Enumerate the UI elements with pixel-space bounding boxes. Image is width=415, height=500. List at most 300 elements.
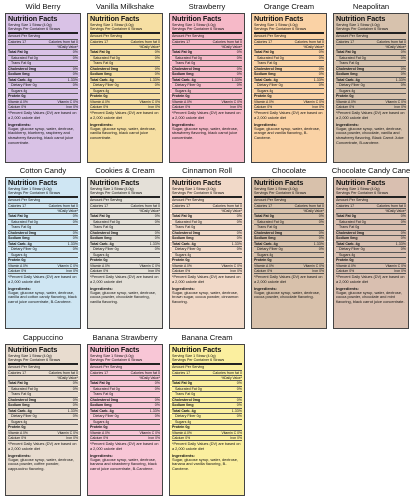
nutrient-daily-value: 0% — [72, 403, 78, 408]
ingredients-text: Sugar, glucose syrup, water, dextrose, banana and vanilla flavoring, B-Carotene. — [172, 456, 238, 471]
nutrient-name: Sodium 0mg — [336, 236, 358, 241]
flavor-name: Chocolate Candy Cane — [331, 166, 411, 175]
daily-value-header: %Daily Value* — [90, 209, 160, 214]
nutrient-daily-value: 0% — [72, 219, 78, 224]
nutrient-daily-value: 1.33% — [231, 77, 242, 82]
nutrient-name: Trans Fat 0g — [175, 61, 196, 66]
calcium: Calcium 0% — [90, 269, 109, 274]
ingredients-text: Sugar, glucose syrup, water, dextrose, cocoa powder, chocolate, vanilla and strawberry flavoring, Black Carrot Juice Concentrate, B-carotene. — [336, 125, 404, 145]
nutrient-name: Dietary Fiber 0g — [175, 247, 201, 252]
daily-value-footnote: *Percent Daily Values (DV) are based on a 2,000 calorie diet — [336, 275, 405, 284]
nutrient-daily-value: 0% — [154, 414, 160, 419]
servings-per-container: Servings Per Container 6 Straws — [172, 191, 242, 197]
ingredients-text: Sugar, glucose syrup, water, dextrose, vanilla and cotton candy flavoring, black carrot juice concentrate, B-Carotene. — [8, 289, 77, 304]
nutrient-name: Sugars 4g — [339, 252, 356, 257]
nutrient-name: Total Carb. 4g — [336, 77, 360, 82]
nutrient-daily-value: 0% — [72, 72, 78, 77]
serving-size: Serving Size 1 Straw (4.0g) — [90, 187, 134, 191]
calories-from-fat: Calories from fat 0 — [130, 370, 160, 375]
calcium: Calcium 0% — [254, 269, 273, 274]
flavor-name: Wild Berry — [25, 2, 61, 11]
nutrient-name: Total Fat 0g — [336, 50, 356, 55]
nutrient-daily-value: 0% — [72, 50, 78, 55]
nutrition-panel — [87, 177, 163, 329]
nutrient-name: Saturated Fat 0g — [93, 219, 120, 224]
nutrient-daily-value: 0% — [236, 66, 242, 71]
nutrient-name: Protein 0g — [172, 94, 190, 99]
nutrient-daily-value: 0% — [72, 381, 78, 386]
serving-size: Serving Size 1 Straw (4.0g) — [172, 187, 216, 191]
servings-per-container: Servings Per Container 6 Straws — [336, 191, 406, 197]
calories: Calories 17 — [90, 203, 109, 208]
nutrient-name: Sugars 4g — [175, 88, 192, 93]
flavor-name: Chocolate — [271, 166, 307, 175]
nutrient-daily-value: 0% — [236, 386, 242, 391]
serving-size: Serving Size 1 Straw (4.0g) — [8, 187, 52, 191]
daily-value-header: %Daily Value* — [8, 376, 78, 381]
nutrient-daily-value: 0% — [318, 50, 324, 55]
ingredients-text: Sugar, glucose syrup, water, dextrose, blackberry, blueberry, raspberry and strawberry flavoring, black carrot juice concentrate. — [8, 125, 74, 145]
nutrient-name: Saturated Fat 0g — [339, 219, 366, 224]
nutrient-name: Total Carb. 4g — [172, 408, 196, 413]
amount-per-serving: Amount Per Serving — [254, 34, 324, 39]
nutrient-daily-value: 0% — [236, 236, 242, 241]
calories: Calories 17 — [8, 370, 27, 375]
nutrient-name: Protein 0g — [336, 258, 354, 263]
nutrition-facts-heading: Nutrition Facts — [8, 14, 58, 23]
ingredients-heading: Ingredients: — [254, 121, 277, 127]
nutrient-daily-value: 0% — [236, 214, 242, 219]
nutrient-daily-value: 0% — [72, 386, 78, 391]
nutrition-facts-heading: Nutrition Facts — [172, 14, 222, 23]
ingredients-heading: Ingredients: — [8, 452, 31, 458]
vitamin-c: Vitamin C 0% — [221, 263, 242, 268]
vitamin-a: Vitamin A 0% — [172, 263, 192, 268]
nutrient-name: Total Fat 0g — [8, 50, 28, 55]
nutrition-facts-heading: Nutrition Facts — [172, 345, 222, 354]
ingredients-heading: Ingredients: — [172, 285, 195, 291]
nutrient-name: Cholesterol 0mg — [90, 66, 119, 71]
nutrient-name: Sodium 0mg — [8, 403, 30, 408]
nutrient-daily-value: 0% — [318, 219, 324, 224]
nutrition-panel — [169, 13, 245, 163]
nutrient-name: Trans Fat 0g — [175, 225, 196, 230]
nutrient-daily-value: 0% — [318, 83, 324, 88]
nutrient-name: Protein 0g — [90, 258, 108, 263]
iron: Iron 0% — [230, 105, 242, 110]
servings-per-container: Servings Per Container 6 Straws — [172, 27, 242, 33]
calories-from-fat: Calories from fat 0 — [212, 370, 242, 375]
calories: Calories 17 — [336, 203, 355, 208]
ingredients-text: Sugar, glucose syrup, water, dextrose, banana and strawberry flavoring, black carrot juice concentrate, B-Carotene. — [90, 456, 157, 471]
calcium: Calcium 0% — [172, 269, 191, 274]
iron: Iron 0% — [312, 269, 324, 274]
servings-per-container: Servings Per Container 6 Straws — [8, 27, 78, 33]
ingredients-text: Sugar, glucose syrup, water, dextrose, cocoa powder, chocolate and mint flavoring, black carrot juice concentrate. — [336, 289, 405, 304]
calories: Calories 17 — [172, 370, 191, 375]
nutrition-panel — [169, 344, 245, 496]
nutrient-daily-value: 0% — [72, 214, 78, 219]
vitamin-c: Vitamin C 0% — [385, 99, 406, 104]
nutrient-daily-value: 0% — [72, 236, 78, 241]
nutrient-daily-value: 1.33% — [313, 241, 324, 246]
nutrient-name: Sugars 4g — [11, 419, 28, 424]
nutrient-name: Total Fat 0g — [336, 214, 356, 219]
daily-value-header: %Daily Value* — [90, 45, 160, 50]
daily-value-header: %Daily Value* — [172, 209, 242, 214]
iron: Iron 0% — [66, 105, 78, 110]
nutrient-daily-value: 0% — [400, 214, 406, 219]
nutrition-panel — [87, 344, 163, 496]
nutrient-daily-value: 0% — [400, 55, 406, 60]
nutrient-name: Saturated Fat 0g — [257, 219, 284, 224]
nutrient-name: Saturated Fat 0g — [175, 386, 202, 391]
nutrient-name: Sodium 0mg — [254, 236, 276, 241]
vitamin-c: Vitamin C 0% — [57, 430, 78, 435]
ingredients-heading: Ingredients: — [336, 121, 359, 127]
nutrient-daily-value: 1.33% — [395, 241, 406, 246]
servings-per-container: Servings Per Container 6 Straws — [172, 358, 242, 364]
nutrient-daily-value: 0% — [236, 50, 242, 55]
nutrient-daily-value: 0% — [154, 381, 160, 386]
vitamin-a: Vitamin A 0% — [8, 263, 28, 268]
nutrient-daily-value: 0% — [154, 247, 160, 252]
daily-value-header: %Daily Value* — [90, 376, 160, 381]
nutrient-name: Sugars 4g — [257, 252, 274, 257]
calories-from-fat: Calories from fat 0 — [212, 203, 242, 208]
vitamin-a: Vitamin A 0% — [254, 263, 274, 268]
nutrient-name: Total Carb. 4g — [8, 408, 32, 413]
servings-per-container: Servings Per Container 6 Straws — [336, 27, 406, 33]
nutrient-name: Protein 0g — [172, 425, 190, 430]
nutrient-daily-value: 0% — [236, 219, 242, 224]
daily-value-footnote: *Percent Daily Values (DV) are based on a 2,000 calorie diet — [90, 111, 159, 120]
nutrition-facts-heading: Nutrition Facts — [336, 14, 386, 23]
ingredients-heading: Ingredients: — [8, 121, 31, 127]
vitamin-c: Vitamin C 0% — [139, 99, 160, 104]
calories-from-fat: Calories from fat 0 — [294, 39, 324, 44]
serving-size: Serving Size 1 Straw (4.0g) — [8, 23, 52, 27]
ingredients-heading: Ingredients: — [172, 121, 195, 127]
serving-size: Serving Size 1 Straw (4.0g) — [336, 187, 380, 191]
nutrient-name: Cholesterol 0mg — [8, 66, 37, 71]
daily-value-footnote: *Percent Daily Values (DV) are based on a 2,000 calorie diet — [8, 442, 77, 451]
nutrient-name: Saturated Fat 0g — [175, 219, 202, 224]
vitamin-c: Vitamin C 0% — [221, 99, 242, 104]
nutrient-name: Cholesterol 0mg — [172, 66, 201, 71]
nutrient-name: Sugars 4g — [339, 88, 356, 93]
daily-value-header: %Daily Value* — [8, 45, 78, 50]
flavor-name: Neapolitan — [352, 2, 390, 11]
vitamin-c: Vitamin C 0% — [139, 430, 160, 435]
vitamin-c: Vitamin C 0% — [221, 430, 242, 435]
nutrient-daily-value: 0% — [318, 55, 324, 60]
amount-per-serving: Amount Per Serving — [336, 198, 406, 203]
nutrient-name: Sodium 0mg — [8, 236, 30, 241]
nutrition-panel — [333, 13, 409, 163]
amount-per-serving: Amount Per Serving — [90, 34, 160, 39]
servings-per-container: Servings Per Container 6 Straws — [90, 27, 160, 33]
nutrient-name: Sodium 0mg — [90, 72, 112, 77]
nutrient-name: Saturated Fat 0g — [11, 219, 38, 224]
calories-from-fat: Calories from fat 0 — [48, 370, 78, 375]
nutrition-panel — [5, 177, 81, 329]
flavor-name: Banana Strawberry — [92, 333, 158, 342]
nutrient-daily-value: 0% — [236, 230, 242, 235]
servings-per-container: Servings Per Container 6 Straws — [90, 358, 160, 364]
nutrient-name: Total Carb. 4g — [254, 77, 278, 82]
iron: Iron 0% — [230, 436, 242, 441]
nutrient-name: Cholesterol 0mg — [254, 230, 283, 235]
amount-per-serving: Amount Per Serving — [8, 365, 78, 370]
calories: Calories 17 — [254, 203, 273, 208]
daily-value-footnote: *Percent Daily Values (DV) are based on a 2,000 calorie diet — [172, 275, 241, 284]
nutrient-name: Sugars 4g — [175, 419, 192, 424]
nutrient-daily-value: 0% — [154, 55, 160, 60]
nutrient-daily-value: 0% — [236, 414, 242, 419]
daily-value-header: %Daily Value* — [336, 45, 406, 50]
nutrient-name: Trans Fat 0g — [11, 61, 32, 66]
servings-per-container: Servings Per Container 6 Straws — [254, 27, 324, 33]
nutrient-name: Total Carb. 4g — [172, 241, 196, 246]
daily-value-footnote: *Percent Daily Values (DV) are based on a 2,000 calorie diet — [336, 111, 405, 120]
amount-per-serving: Amount Per Serving — [336, 34, 406, 39]
nutrient-name: Total Carb. 4g — [172, 77, 196, 82]
vitamin-a: Vitamin A 0% — [90, 263, 110, 268]
calcium: Calcium 0% — [8, 105, 27, 110]
serving-size: Serving Size 1 Straw (4.0g) — [254, 187, 298, 191]
calories: Calories 17 — [8, 39, 27, 44]
nutrient-daily-value: 0% — [154, 386, 160, 391]
nutrient-daily-value: 0% — [400, 83, 406, 88]
nutrient-daily-value: 0% — [72, 247, 78, 252]
nutrient-name: Sodium 0mg — [172, 72, 194, 77]
iron: Iron 0% — [394, 269, 406, 274]
nutrient-name: Protein 0g — [8, 425, 26, 430]
ingredients-heading: Ingredients: — [90, 285, 113, 291]
nutrient-name: Total Fat 0g — [172, 50, 192, 55]
serving-size: Serving Size 1 Straw (4.0g) — [336, 23, 380, 27]
serving-size: Serving Size 1 Straw (4.0g) — [254, 23, 298, 27]
servings-per-container: Servings Per Container 6 Straws — [254, 191, 324, 197]
nutrient-name: Protein 0g — [254, 94, 272, 99]
ingredients-heading: Ingredients: — [90, 121, 113, 127]
nutrient-name: Total Fat 0g — [172, 214, 192, 219]
daily-value-header: %Daily Value* — [172, 45, 242, 50]
ingredients-text: Sugar, glucose syrup, water, dextrose, strawberry flavoring, black carrot juice concentrate. — [172, 125, 238, 140]
nutrient-name: Protein 0g — [254, 258, 272, 263]
nutrient-name: Total Fat 0g — [90, 381, 110, 386]
nutrient-name: Protein 0g — [90, 94, 108, 99]
nutrient-name: Protein 0g — [336, 94, 354, 99]
nutrient-name: Cholesterol 0mg — [336, 230, 365, 235]
nutrient-daily-value: 0% — [236, 403, 242, 408]
nutrient-daily-value: 1.33% — [149, 77, 160, 82]
serving-size: Serving Size 1 Straw (4.0g) — [90, 23, 134, 27]
nutrient-daily-value: 0% — [236, 55, 242, 60]
nutrient-name: Sugars 4g — [175, 252, 192, 257]
vitamin-c: Vitamin C 0% — [57, 99, 78, 104]
calcium: Calcium 0% — [336, 105, 355, 110]
vitamin-c: Vitamin C 0% — [57, 263, 78, 268]
calories-from-fat: Calories from fat 0 — [130, 39, 160, 44]
daily-value-footnote: *Percent Daily Values (DV) are based on a 2,000 calorie diet — [172, 442, 241, 451]
nutrient-name: Sodium 0mg — [254, 72, 276, 77]
nutrient-name: Dietary Fiber 0g — [339, 247, 365, 252]
nutrient-name: Dietary Fiber 0g — [175, 414, 201, 419]
calcium: Calcium 0% — [8, 269, 27, 274]
nutrient-daily-value: 1.33% — [149, 408, 160, 413]
nutrition-panel — [333, 177, 409, 329]
daily-value-header: %Daily Value* — [172, 376, 242, 381]
calcium: Calcium 0% — [254, 105, 273, 110]
flavor-name: Orange Cream — [263, 2, 315, 11]
nutrient-daily-value: 0% — [236, 381, 242, 386]
nutrient-name: Saturated Fat 0g — [11, 386, 38, 391]
flavor-name: Banana Cream — [181, 333, 233, 342]
iron: Iron 0% — [66, 269, 78, 274]
nutrient-name: Protein 0g — [8, 94, 26, 99]
calcium: Calcium 0% — [172, 436, 191, 441]
serving-size: Serving Size 1 Straw (4.0g) — [8, 354, 52, 358]
nutrient-daily-value: 0% — [400, 66, 406, 71]
serving-size: Serving Size 1 Straw (4.0g) — [90, 354, 134, 358]
nutrient-daily-value: 0% — [236, 247, 242, 252]
nutrient-name: Cholesterol 0mg — [172, 397, 201, 402]
iron: Iron 0% — [148, 105, 160, 110]
nutrient-daily-value: 0% — [318, 66, 324, 71]
servings-per-container: Servings Per Container 6 Straws — [8, 358, 78, 364]
ingredients-text: Sugar, glucose syrup, water, dextrose, brown sugar, cocoa powder, cinnamon flavoring. — [172, 289, 239, 304]
servings-per-container: Servings Per Container 6 Straws — [8, 191, 78, 197]
nutrient-name: Dietary Fiber 0g — [93, 247, 119, 252]
nutrient-name: Sugars 4g — [93, 419, 110, 424]
amount-per-serving: Amount Per Serving — [90, 365, 160, 370]
nutrient-daily-value: 0% — [154, 230, 160, 235]
ingredients-heading: Ingredients: — [254, 285, 277, 291]
nutrition-facts-heading: Nutrition Facts — [90, 14, 140, 23]
vitamin-c: Vitamin C 0% — [303, 263, 324, 268]
nutrient-name: Dietary Fiber 0g — [11, 414, 37, 419]
nutrient-daily-value: 1.33% — [67, 77, 78, 82]
nutrient-name: Trans Fat 0g — [93, 392, 114, 397]
nutrient-daily-value: 0% — [400, 50, 406, 55]
amount-per-serving: Amount Per Serving — [254, 198, 324, 203]
amount-per-serving: Amount Per Serving — [172, 365, 242, 370]
nutrient-name: Sodium 0mg — [172, 236, 194, 241]
nutrient-name: Total Carb. 4g — [90, 77, 114, 82]
nutrient-name: Saturated Fat 0g — [339, 55, 366, 60]
nutrient-name: Trans Fat 0g — [93, 61, 114, 66]
ingredients-text: Sugar, glucose syrup, water, dextrose, cocoa powder, chocolate flavoring, vanilla flavoring. — [90, 289, 156, 304]
nutrient-daily-value: 0% — [154, 66, 160, 71]
nutrient-name: Total Fat 0g — [254, 214, 274, 219]
nutrient-name: Sugars 4g — [11, 88, 28, 93]
nutrient-name: Dietary Fiber 0g — [257, 247, 283, 252]
nutrient-name: Sugars 4g — [257, 88, 274, 93]
nutrient-daily-value: 1.33% — [231, 408, 242, 413]
nutrient-name: Total Carb. 4g — [90, 408, 114, 413]
nutrient-daily-value: 0% — [154, 236, 160, 241]
flavor-name: Strawberry — [188, 2, 226, 11]
nutrient-name: Sugars 4g — [11, 252, 28, 257]
nutrition-panel — [87, 13, 163, 163]
nutrition-panel — [169, 177, 245, 329]
nutrition-facts-heading: Nutrition Facts — [254, 14, 304, 23]
amount-per-serving: Amount Per Serving — [172, 198, 242, 203]
vitamin-a: Vitamin A 0% — [172, 430, 192, 435]
nutrient-name: Cholesterol 0mg — [336, 66, 365, 71]
ingredients-text: Sugar, glucose syrup, water, dextrose, cocoa powder, coffee powder, cappuccino flavoring. — [8, 456, 74, 471]
vitamin-a: Vitamin A 0% — [90, 99, 110, 104]
nutrient-name: Dietary Fiber 0g — [93, 414, 119, 419]
vitamin-a: Vitamin A 0% — [172, 99, 192, 104]
vitamin-c: Vitamin C 0% — [139, 263, 160, 268]
ingredients-heading: Ingredients: — [8, 285, 31, 291]
nutrient-name: Sugars 4g — [93, 252, 110, 257]
flavor-name: Cookies & Cream — [95, 166, 155, 175]
ingredients-text: Sugar, glucose syrup, water, dextrose, cocoa powder, chocolate flavoring. — [254, 289, 320, 300]
nutrient-name: Sodium 0mg — [90, 403, 112, 408]
nutrient-daily-value: 1.33% — [395, 77, 406, 82]
vitamin-c: Vitamin C 0% — [385, 263, 406, 268]
nutrient-daily-value: 0% — [154, 83, 160, 88]
nutrient-name: Trans Fat 0g — [175, 392, 196, 397]
nutrient-name: Saturated Fat 0g — [257, 55, 284, 60]
nutrition-panel — [5, 344, 81, 496]
vitamin-a: Vitamin A 0% — [336, 99, 356, 104]
nutrient-daily-value: 1.33% — [231, 241, 242, 246]
calories-from-fat: Calories from fat 0 — [376, 39, 406, 44]
calories-from-fat: Calories from fat 0 — [48, 39, 78, 44]
nutrient-name: Cholesterol 0mg — [90, 230, 119, 235]
servings-per-container: Servings Per Container 6 Straws — [90, 191, 160, 197]
nutrient-daily-value: 0% — [72, 83, 78, 88]
nutrient-daily-value: 0% — [154, 214, 160, 219]
nutrition-facts-heading: Nutrition Facts — [336, 178, 386, 187]
nutrition-panel — [251, 177, 327, 329]
nutrient-name: Total Fat 0g — [254, 50, 274, 55]
nutrient-name: Cholesterol 0mg — [254, 66, 283, 71]
nutrient-name: Cholesterol 0mg — [8, 230, 37, 235]
nutrient-name: Total Fat 0g — [172, 381, 192, 386]
nutrition-facts-heading: Nutrition Facts — [8, 178, 58, 187]
nutrient-daily-value: 0% — [72, 414, 78, 419]
vitamin-c: Vitamin C 0% — [303, 99, 324, 104]
nutrient-name: Cholesterol 0mg — [172, 230, 201, 235]
amount-per-serving: Amount Per Serving — [90, 198, 160, 203]
daily-value-footnote: *Percent Daily Values (DV) are based on a 2,000 calorie diet — [254, 275, 323, 284]
calories-from-fat: Calories from fat 0 — [212, 39, 242, 44]
flavor-name: Cinnamon Roll — [182, 166, 232, 175]
calcium: Calcium 0% — [90, 436, 109, 441]
calories: Calories 17 — [172, 39, 191, 44]
daily-value-footnote: *Percent Daily Values (DV) are based on a 2,000 calorie diet — [8, 111, 77, 120]
nutrient-name: Trans Fat 0g — [257, 61, 278, 66]
nutrition-panel — [5, 13, 81, 163]
amount-per-serving: Amount Per Serving — [172, 34, 242, 39]
nutrition-facts-heading: Nutrition Facts — [8, 345, 58, 354]
nutrient-name: Dietary Fiber 0g — [257, 83, 283, 88]
nutrient-name: Protein 0g — [172, 258, 190, 263]
vitamin-a: Vitamin A 0% — [254, 99, 274, 104]
calories: Calories 17 — [8, 203, 27, 208]
nutrient-daily-value: 0% — [318, 72, 324, 77]
nutrient-daily-value: 0% — [72, 66, 78, 71]
daily-value-footnote: *Percent Daily Values (DV) are based on a 2,000 calorie diet — [90, 442, 159, 451]
nutrient-name: Protein 0g — [90, 425, 108, 430]
nutrient-daily-value: 0% — [154, 72, 160, 77]
